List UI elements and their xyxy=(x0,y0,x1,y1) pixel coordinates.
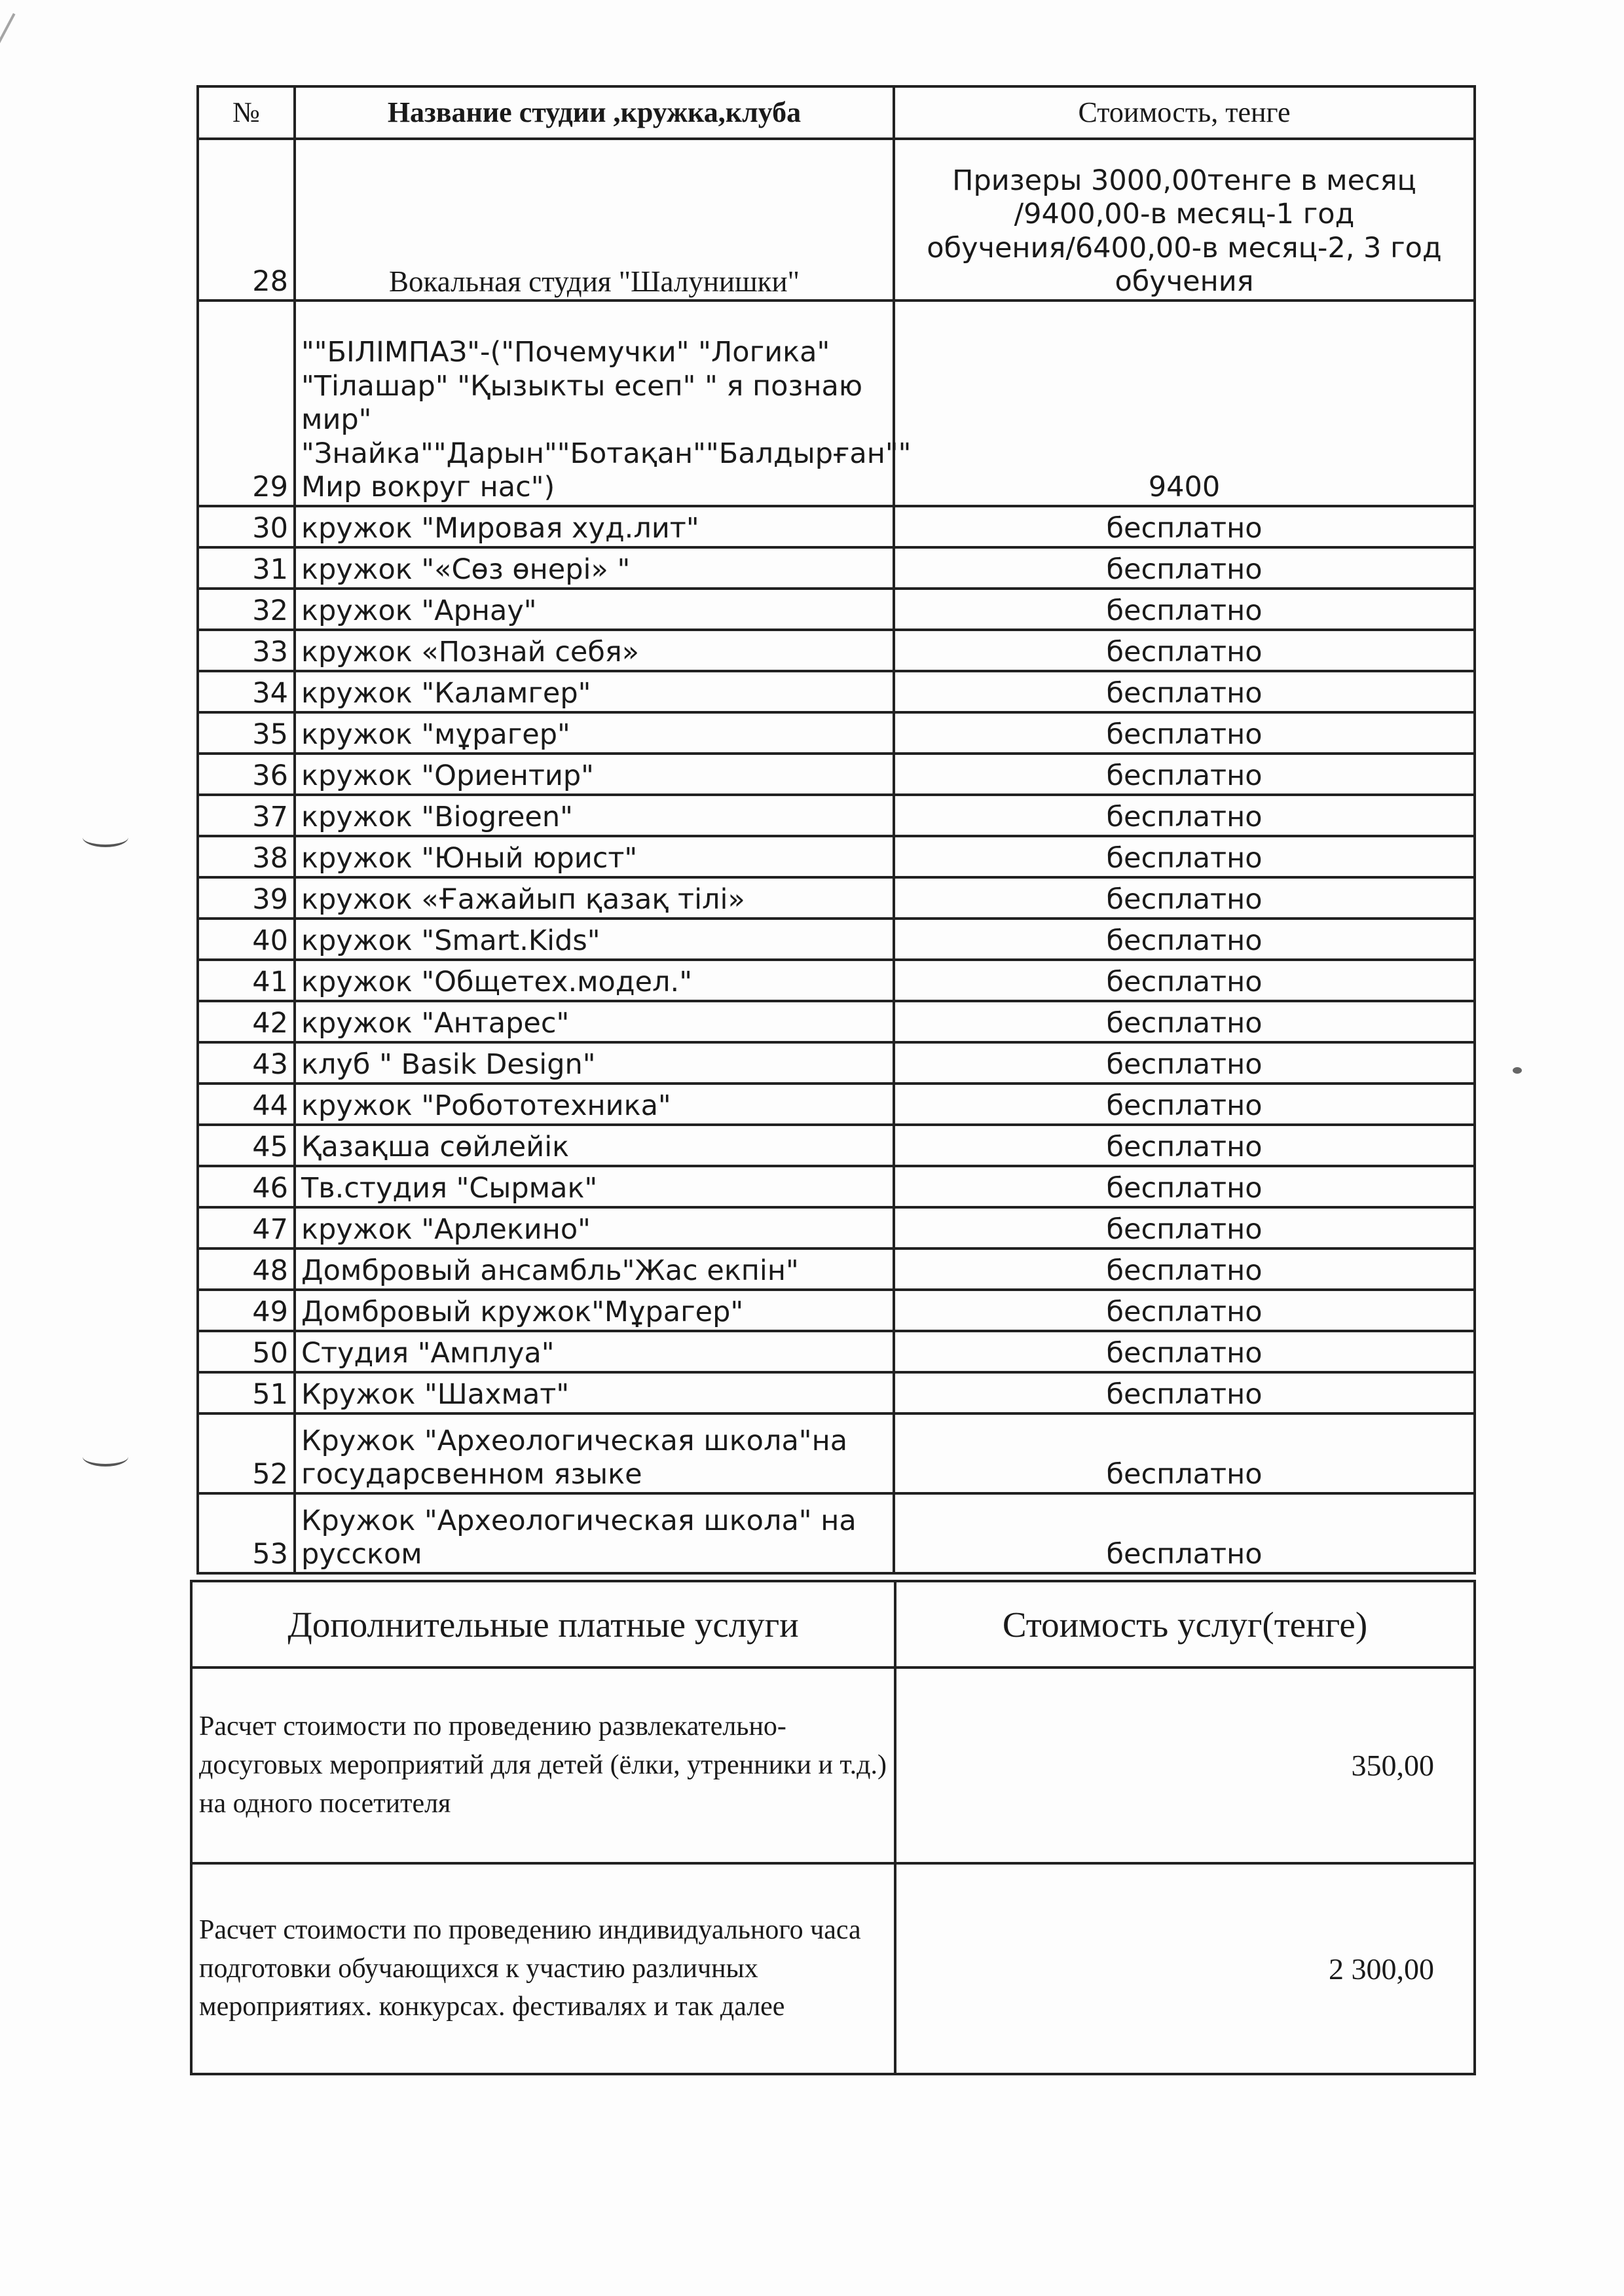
table-row xyxy=(198,630,1475,671)
row-num: 35 xyxy=(198,712,295,754)
table-row xyxy=(198,1248,1475,1290)
table-row xyxy=(198,1207,1475,1248)
service-row xyxy=(191,1863,1475,2074)
row-price: бесплатно xyxy=(894,1331,1475,1372)
row-name: кружок "Арлекино" xyxy=(295,1207,894,1248)
row-num: 37 xyxy=(198,795,295,836)
header-name: Название студии ,кружка,клуба xyxy=(295,86,894,139)
table-row xyxy=(198,139,1475,301)
table-row xyxy=(198,547,1475,589)
row-price: бесплатно xyxy=(894,1084,1475,1125)
table-row xyxy=(198,960,1475,1001)
row-num: 34 xyxy=(198,671,295,712)
row-price: бесплатно xyxy=(894,754,1475,795)
row-name: кружок "Общетех.модел." xyxy=(295,960,894,1001)
row-name: Студия "Амплуа" xyxy=(295,1331,894,1372)
row-num: 43 xyxy=(198,1042,295,1084)
row-price: бесплатно xyxy=(894,1042,1475,1084)
row-num: 30 xyxy=(198,506,295,547)
row-num: 38 xyxy=(198,836,295,877)
row-name: кружок "«Сөз өнері» " xyxy=(295,547,894,589)
scan-artifact-line xyxy=(0,13,16,223)
row-price: бесплатно xyxy=(894,836,1475,877)
table-row xyxy=(198,754,1475,795)
row-num: 53 xyxy=(198,1493,295,1573)
table-row xyxy=(198,1042,1475,1084)
header-num: № xyxy=(198,86,295,139)
row-num: 46 xyxy=(198,1166,295,1207)
table-row xyxy=(198,1290,1475,1331)
row-num: 49 xyxy=(198,1290,295,1331)
row-price: бесплатно xyxy=(894,919,1475,960)
row-name: ""БІЛІМПАЗ"-("Почемучки" "Логика" "Тілашар" "Қызыкты есеп" " я познаю мир" "Знайка""Дарын""Ботақан""Балдырған"" Мир вокруг нас") xyxy=(295,301,894,506)
extra-header-row xyxy=(191,1581,1475,1667)
row-name: Домбровый кружок"Мұрагер" xyxy=(295,1290,894,1331)
table-row xyxy=(198,671,1475,712)
service-price: 2 300,00 xyxy=(895,1863,1475,2074)
row-num: 40 xyxy=(198,919,295,960)
row-name: кружок «Познай себя» xyxy=(295,630,894,671)
row-price: бесплатно xyxy=(894,877,1475,919)
table-row xyxy=(198,919,1475,960)
row-name: кружок "Ориентир" xyxy=(295,754,894,795)
row-num: 28 xyxy=(198,139,295,301)
row-name: Кружок "Шахмат" xyxy=(295,1372,894,1413)
row-num: 45 xyxy=(198,1125,295,1166)
row-num: 39 xyxy=(198,877,295,919)
row-num: 33 xyxy=(198,630,295,671)
row-price: бесплатно xyxy=(894,712,1475,754)
row-name: кружок "Антарес" xyxy=(295,1001,894,1042)
table-row xyxy=(198,1493,1475,1573)
service-description: Расчет стоимости по проведению развлекательно-досуговых мероприятий для детей (ёлки, утренники и т.д.) на одного посетителя xyxy=(191,1667,895,1863)
row-num: 32 xyxy=(198,589,295,630)
row-name: Домбровый ансамбль"Жас екпін" xyxy=(295,1248,894,1290)
row-num: 44 xyxy=(198,1084,295,1125)
row-name: кружок "Арнау" xyxy=(295,589,894,630)
row-price: бесплатно xyxy=(894,1493,1475,1573)
service-description: Расчет стоимости по проведению индивидуального часа подготовки обучающихся к участию различных мероприятиях. конкурсах. фестивалях и так далее xyxy=(191,1863,895,2074)
row-price: бесплатно xyxy=(894,1125,1475,1166)
row-name: Кружок "Археологическая школа" на русском xyxy=(295,1493,894,1573)
header-price: Стоимость, тенге xyxy=(894,86,1475,139)
row-name: Вокальная студия "Шалунишки" xyxy=(295,139,894,301)
service-row xyxy=(191,1667,1475,1863)
table-header-row xyxy=(198,86,1475,139)
row-name: кружок «Ғажайып қазақ тілі» xyxy=(295,877,894,919)
row-name: Қазақша сөйлейік xyxy=(295,1125,894,1166)
service-price: 350,00 xyxy=(895,1667,1475,1863)
row-price: бесплатно xyxy=(894,630,1475,671)
extra-header-price: Стоимость услуг(тенге) xyxy=(895,1581,1475,1667)
row-num: 36 xyxy=(198,754,295,795)
table-row xyxy=(198,1125,1475,1166)
row-name: клуб " Basik Design" xyxy=(295,1042,894,1084)
table-row xyxy=(198,301,1475,506)
table-row xyxy=(198,589,1475,630)
table-row xyxy=(198,1413,1475,1493)
row-price: 9400 xyxy=(894,301,1475,506)
row-name: кружок "Юный юрист" xyxy=(295,836,894,877)
row-price: бесплатно xyxy=(894,671,1475,712)
row-price: бесплатно xyxy=(894,960,1475,1001)
row-price: бесплатно xyxy=(894,506,1475,547)
row-name: кружок "Biogreen" xyxy=(295,795,894,836)
table-row xyxy=(198,795,1475,836)
table-row xyxy=(198,1166,1475,1207)
row-name: кружок "Каламгер" xyxy=(295,671,894,712)
table-row xyxy=(198,506,1475,547)
row-price: бесплатно xyxy=(894,589,1475,630)
row-price: бесплатно xyxy=(894,795,1475,836)
studios-price-table xyxy=(196,85,1476,1575)
row-name: кружок "Мировая худ.лит" xyxy=(295,506,894,547)
row-price: Призеры 3000,00тенге в месяц /9400,00-в месяц-1 год обучения/6400,00-в месяц-2, 3 год обучения xyxy=(894,139,1475,301)
row-name: Кружок "Археологическая школа"на государсвенном языке xyxy=(295,1413,894,1493)
row-price: бесплатно xyxy=(894,547,1475,589)
row-price: бесплатно xyxy=(894,1248,1475,1290)
row-name: кружок "Smart.Kids" xyxy=(295,919,894,960)
row-name: Тв.студия "Сырмак" xyxy=(295,1166,894,1207)
row-num: 51 xyxy=(198,1372,295,1413)
row-num: 42 xyxy=(198,1001,295,1042)
row-price: бесплатно xyxy=(894,1166,1475,1207)
row-price: бесплатно xyxy=(894,1372,1475,1413)
row-price: бесплатно xyxy=(894,1413,1475,1493)
row-num: 31 xyxy=(198,547,295,589)
table-row xyxy=(198,877,1475,919)
table-row xyxy=(198,1331,1475,1372)
row-price: бесплатно xyxy=(894,1001,1475,1042)
extra-header-title: Дополнительные платные услуги xyxy=(191,1581,895,1667)
row-num: 41 xyxy=(198,960,295,1001)
row-num: 50 xyxy=(198,1331,295,1372)
row-price: бесплатно xyxy=(894,1207,1475,1248)
scan-speck xyxy=(1513,1067,1522,1074)
punch-hole-mark xyxy=(83,1447,128,1467)
table-row xyxy=(198,1372,1475,1413)
row-name: кружок "Робототехника" xyxy=(295,1084,894,1125)
row-num: 52 xyxy=(198,1413,295,1493)
table-row xyxy=(198,1084,1475,1125)
punch-hole-mark xyxy=(83,828,128,847)
table-row xyxy=(198,1001,1475,1042)
extra-services-table xyxy=(190,1580,1476,2075)
table-row xyxy=(198,836,1475,877)
row-num: 47 xyxy=(198,1207,295,1248)
row-num: 29 xyxy=(198,301,295,506)
table-row xyxy=(198,712,1475,754)
row-name: кружок "мұрагер" xyxy=(295,712,894,754)
row-num: 48 xyxy=(198,1248,295,1290)
row-price: бесплатно xyxy=(894,1290,1475,1331)
